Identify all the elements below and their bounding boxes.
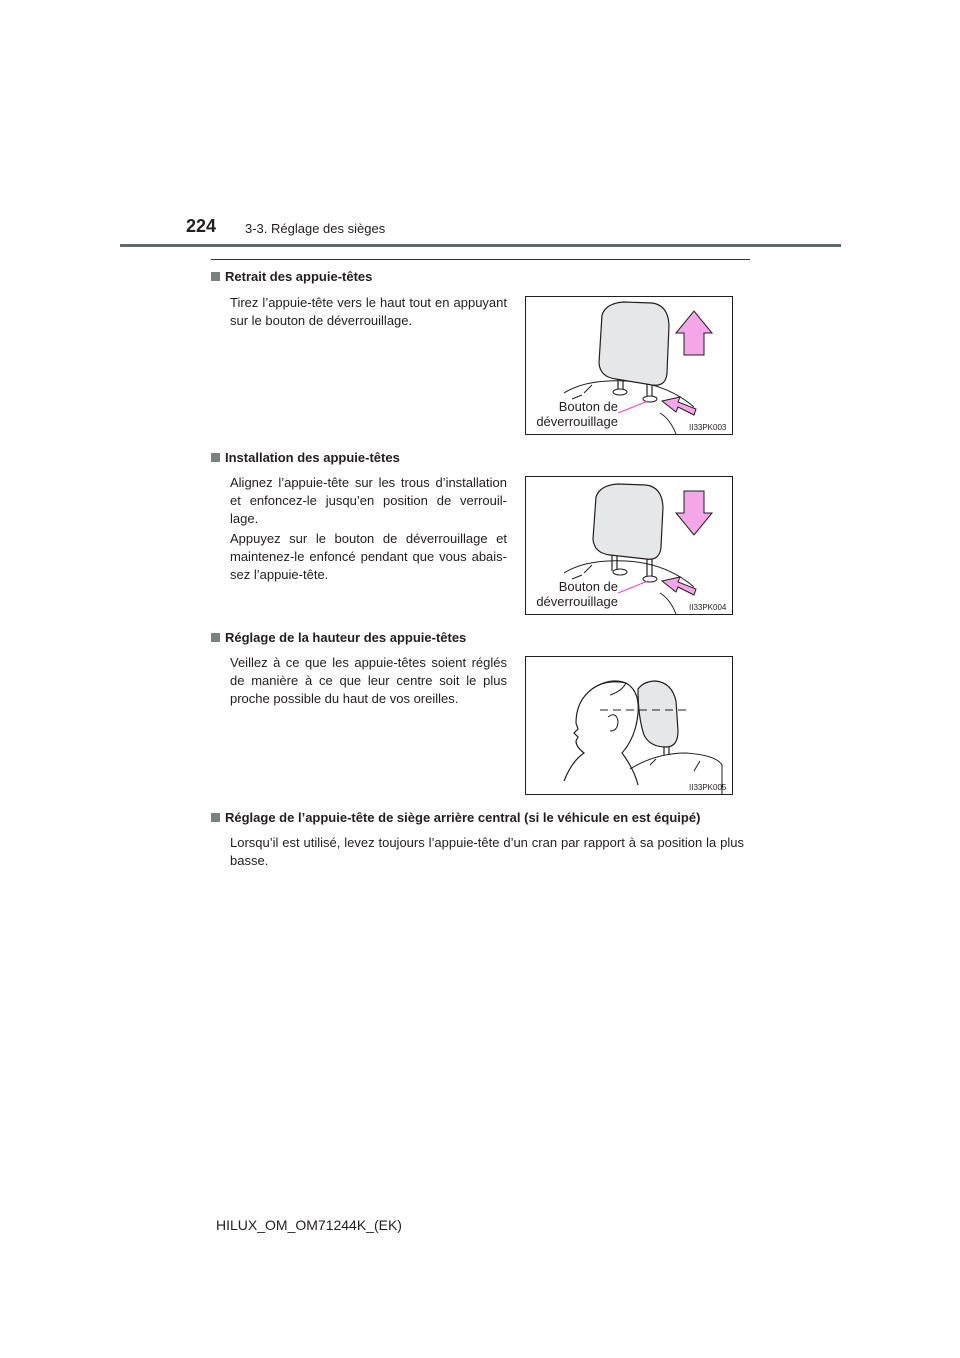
- paragraph-removal: Tirez l’appuie-tête vers le haut tout en appuyant sur le bouton de déverrouillage.: [230, 295, 507, 328]
- paragraph-installation-lower: Appuyez sur le bouton de déverrouillage et maintenez-le enfoncé pendant que vous abais-sez l’appuie-tête.: [230, 531, 507, 582]
- paragraph-installation-align: Alignez l’appuie-tête sur les trous d’installation et enfoncez-le jusqu’en position de verrouil-lage.: [230, 475, 507, 526]
- figure-code: II33PK005: [689, 783, 727, 792]
- figure-headrest-removal: [525, 296, 733, 435]
- heading-rear-center-headrest: Réglage de l’appuie-tête de siège arrière central (si le véhicule en est équipé): [211, 810, 700, 826]
- figure-code: II33PK004: [689, 603, 727, 612]
- callout-release-button: Bouton de déverrouillage: [536, 399, 618, 429]
- section-divider: [211, 259, 750, 260]
- bullet-square-icon: [211, 272, 220, 281]
- bullet-square-icon: [211, 813, 220, 822]
- header-rule: [120, 244, 841, 247]
- figure-code: II33PK003: [689, 423, 727, 432]
- paragraph-rear-center-headrest: Lorsqu’il est utilisé, levez toujours l’appuie-tête d’un cran par rapport à sa position la plus basse.: [230, 835, 744, 868]
- heading-removal: Retrait des appuie-têtes: [211, 269, 372, 285]
- document-code: HILUX_OM_OM71244K_(EK): [216, 1217, 402, 1233]
- section-title: 3-3. Réglage des sièges: [245, 221, 386, 236]
- bullet-square-icon: [211, 453, 220, 462]
- heading-installation: Installation des appuie-têtes: [211, 450, 400, 466]
- heading-height-adjustment: Réglage de la hauteur des appuie-têtes: [211, 630, 466, 646]
- callout-release-button: Bouton de déverrouillage: [536, 579, 618, 609]
- bullet-square-icon: [211, 633, 220, 642]
- figure-headrest-installation: [525, 476, 733, 615]
- paragraph-height-adjustment: Veillez à ce que les appuie-têtes soient réglés de manière à ce que leur centre soit le plus proche possible du haut de vos oreilles.: [230, 655, 507, 706]
- figure-headrest-height: [525, 656, 733, 795]
- page-number: 224: [186, 216, 217, 236]
